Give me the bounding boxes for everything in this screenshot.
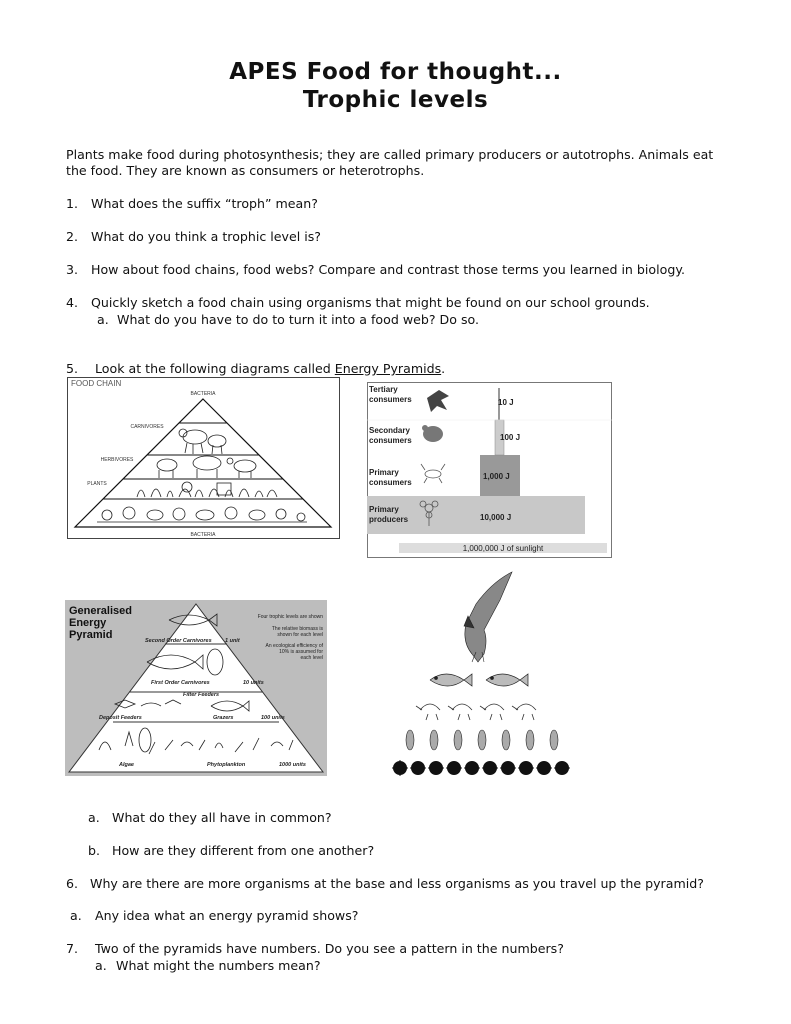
second-order-label: Second Order Carnivores [145,638,212,644]
question-7-text: Two of the pyramids have numbers. Do you see a pattern in the numbers? [95,941,564,956]
question-6a-letter: a. [70,908,82,923]
first-order-label: First Order Carnivores [151,680,210,686]
gen-title-3: Pyramid [69,629,113,641]
question-5-number: 5. [66,361,79,376]
gen-note-1: Four trophic levels are shown [257,614,323,620]
gen-note-5: 10% is assumed for [279,649,323,655]
energy-flow-pyramid-figure [367,382,612,558]
question-4a-text: What do you have to do to turn it into a food web? Do so. [117,312,480,327]
deposit-feeders-label: Deposit Feeders [99,715,142,721]
question-7a-letter: a. [95,958,107,973]
numbers-pyramid-figure [390,568,580,780]
page-title-line1: APES Food for thought... [229,59,562,85]
question-5a-letter: a. [88,810,100,825]
question-1-number: 1. [66,196,79,211]
question-2-text: What do you think a trophic level is? [91,229,321,244]
question-4a-letter: a. [97,312,109,327]
fish-row [430,674,528,686]
shrimp-row [416,704,536,720]
urchin-row [393,761,569,775]
question-6-text: Why are there are more organisms at the base and less organisms as you travel up the pyramid? [90,876,704,891]
tertiary-label-2: consumers [369,395,412,404]
generalised-energy-pyramid-figure [65,600,327,776]
secondary-energy: 100 J [500,433,521,442]
gen-title-2: Energy [69,617,107,629]
question-5-text-post: . [441,361,446,376]
grazers-label: Grazers [213,715,234,721]
tertiary-energy: 10 J [498,398,514,407]
question-3-text: How about food chains, food webs? Compare and contrast those terms you learned in biology. [91,262,685,277]
question-3-number: 3. [66,262,79,277]
gen-note-2: The relative biomass is [271,626,323,632]
page-title-line2: Trophic levels [302,87,489,113]
level-carnivores: CARNIVORES [130,424,164,430]
food-chain-heading: FOOD CHAIN [71,379,122,388]
question-1-text: What does the suffix “troph” mean? [91,196,318,211]
filter-feeders-label: Filter Feeders [183,692,220,698]
units-10-label: 10 units [243,680,264,686]
gen-note-3: shown for each level [277,632,323,638]
question-5a-text: What do they all have in common? [112,810,332,825]
larvae-row [406,730,558,750]
unit-1-label: 1 unit [225,638,240,644]
secondary-label-2: consumers [369,436,412,445]
phytoplankton-label: Phytoplankton [207,762,246,768]
question-6a-text: Any idea what an energy pyramid shows? [95,908,359,923]
osprey-drawing [464,572,512,662]
question-4-text: Quickly sketch a food chain using organisms that might be found on our school grounds. [91,295,650,310]
primary-consumer-energy: 1,000 J [483,472,510,481]
gen-note-4: An ecological efficiency of [265,643,323,649]
intro-line-2: the food. They are known as consumers or heterotrophs. [66,163,425,178]
units-100-label: 100 units [261,715,285,721]
sunlight-label: 1,000,000 J of sunlight [462,544,544,553]
food-chain-pyramid-figure [67,377,340,539]
algae-label: Algae [119,762,134,768]
level-bacteria-bottom: BACTERIA [190,532,216,538]
question-5b-letter: b. [88,843,100,858]
question-7a-text: What might the numbers mean? [116,958,321,973]
producer-label-2: producers [369,515,409,524]
tertiary-label-1: Tertiary [369,385,398,394]
primary-consumer-label-1: Primary [369,468,399,477]
question-6-number: 6. [66,876,79,891]
producer-label-1: Primary [369,505,399,514]
units-1000-label: 1000 units [279,762,306,768]
secondary-label-1: Secondary [369,426,410,435]
primary-consumer-label-2: consumers [369,478,412,487]
gen-title-1: Generalised [69,605,132,617]
intro-line-1: Plants make food during photosynthesis; they are called primary producers or autotrophs. Animals eat [66,147,714,162]
gen-note-6: each level [300,655,323,661]
question-5-text-pre: Look at the following diagrams called [95,361,335,376]
level-plants: PLANTS [87,481,107,487]
question-5-text [95,361,445,377]
producer-energy: 10,000 J [480,513,512,522]
question-5b-text: How are they different from one another? [112,843,375,858]
level-herbivores: HERBIVORES [100,457,134,463]
level-bacteria-top: BACTERIA [190,391,216,397]
energy-pyramids-term: Energy Pyramids [334,361,442,376]
question-7-number: 7. [66,941,79,956]
question-2-number: 2. [66,229,79,244]
question-4-number: 4. [66,295,79,310]
